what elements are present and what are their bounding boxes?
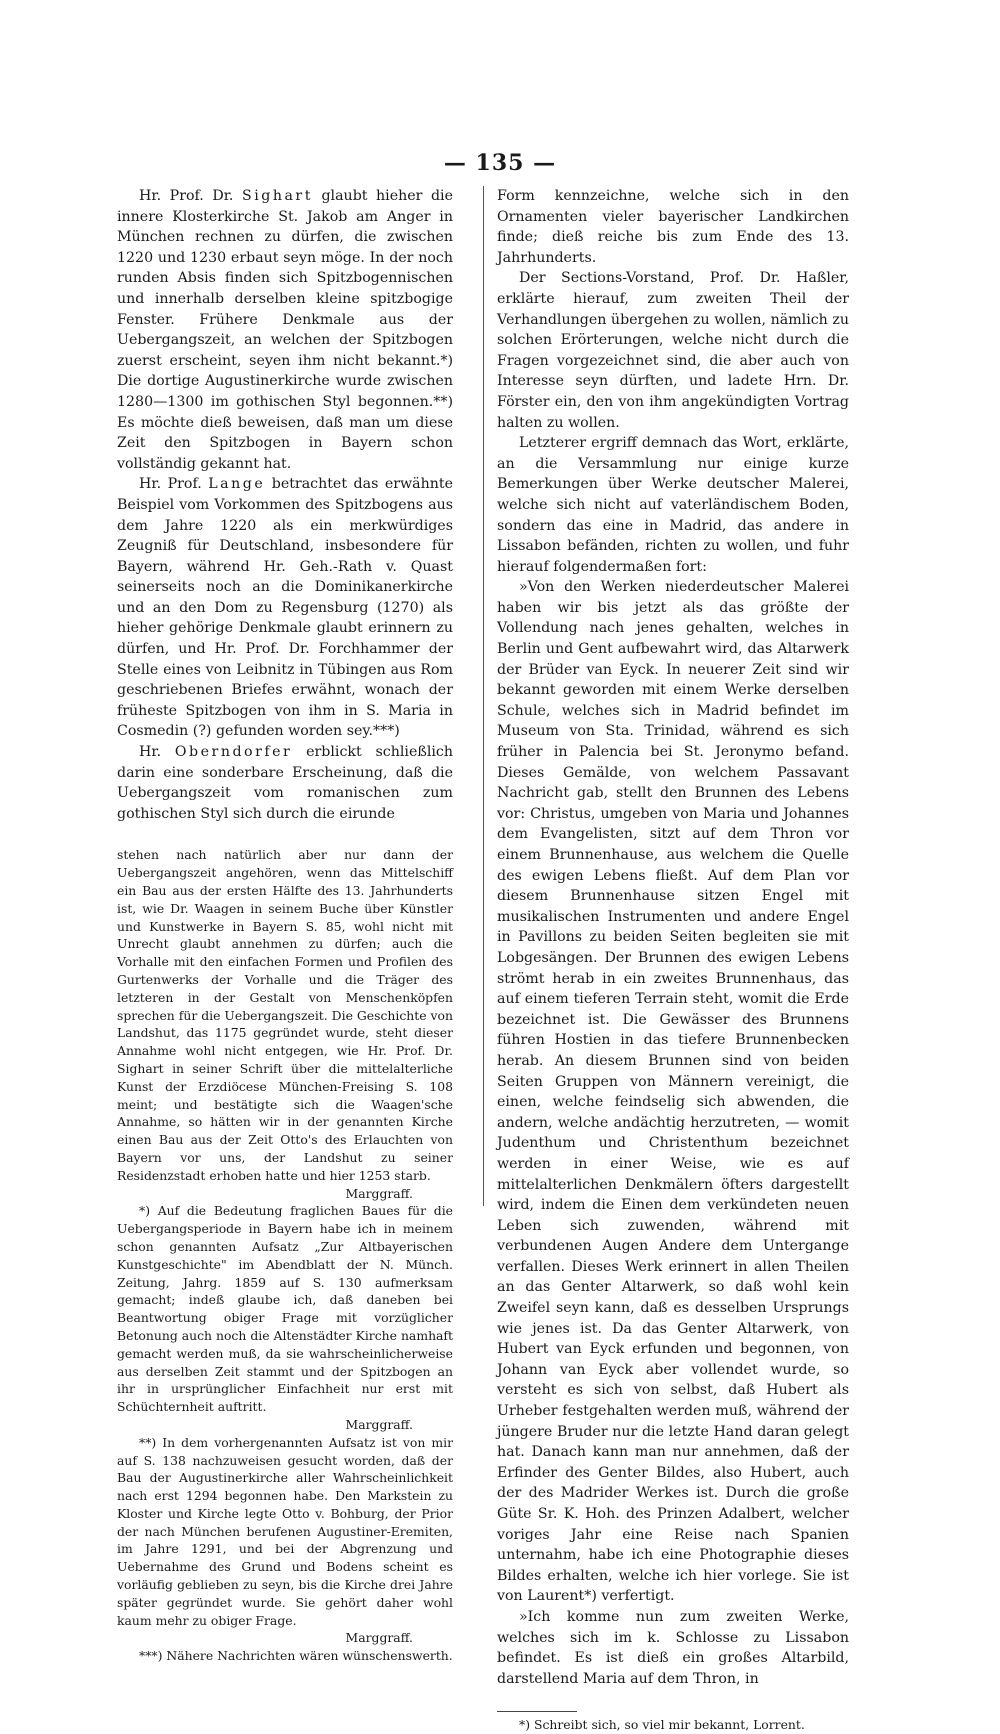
- paragraph-text: Hr.: [139, 744, 175, 761]
- footnote: [117, 846, 453, 1202]
- footnote-text: **) In dem vorhergenannten Aufsatz ist von mir auf S. 138 nachzuweisen gesucht worden, daß der Bau der Augustinerkirche aller Wahrscheinlichkeit nach erst 1294 begonnen habe. Den Markstein zu Kloster und Kirche legte Otto v. Bohburg, der Prior der nach München berufenen Augustiner-Eremiten, im Jahre 1291, und bei der Abgrenzung und Uebernahme des Grund und Bodens scheint es vorläufig geblieben zu seyn, bis die Kirche drei Jahre später gegründet wurde. Sie gehört daher wohl kaum mehr zu obiger Frage.: [117, 1434, 453, 1628]
- footnote-rule: [497, 1711, 577, 1712]
- page-number: — 135 —: [443, 150, 557, 176]
- paragraph: [117, 186, 453, 474]
- footnote-text: ***) Nähere Nachrichten wären wünschenswerth.: [139, 1648, 453, 1664]
- paragraph: [117, 474, 453, 742]
- footnote: [117, 1647, 453, 1665]
- footnotes-left: [117, 846, 453, 1665]
- paragraph-text: betrachtet das erwähnte Beispiel vom Vorkommen des Spitzbogens aus dem Jahre 1220 als ein merkwürdiges Zeugniß für Deutschland, insbesondere für Bayern, während Hr. Geh.-Rath v. Quast seinerseits noch an die Dominikanerkirche und an den Dom zu Regensburg (1270) als hieher gehörige Denkmale glaubt erinnern zu dürfen, und Hr. Prof. Dr. Forchhammer der Stelle eines von Leibnitz in Tübingen aus Rom geschriebenen Briefes erwähnt, wonach der früheste Spitzbogen von ihm in S. Maria in Cosmedin (?) gefunden worden sey.***): [117, 476, 454, 740]
- right-column: [497, 186, 849, 1734]
- paragraph-text: glaubt hieher die innere Klosterkirche St. Jakob am Anger in München rechnen zu dürfen, die zwischen 1220 und 1230 erbaut seyn möge. In der noch runden Absis finden sich Spitzbogennischen und innerhalb derselben kleine spitzbogige Fenster. Frühere Denkmale aus der Uebergangszeit, an welchen der Spitzbogen zuerst erscheint, seyen ihm nicht bekannt.*) Die dortige Augustinerkirche wurde zwischen 1280—1300 im gothischen Styl begonnen.**) Es möchte dieß beweisen, daß man um diese Zeit den Spitzbogen in Bayern schon vollständig gekannt hat.: [117, 188, 453, 472]
- paragraph: Form kennzeichne, welche sich in den Ornamenten vieler bayerischer Landkirchen finde; dieß reiche bis zum Ende des 13. Jahrhunderts.: [497, 188, 849, 266]
- footnote-text: *) Auf die Bedeutung fraglichen Baues für die Uebergangsperiode in Bayern habe ich in meinem schon genannten Aufsatz „Zur Altbayerischen Kunstgeschichte" im Abendblatt der N. Münch. Zeitung, Jahrg. 1859 auf S. 130 aufmerksam gemacht; indeß glaube ich, daß daneben bei Beantwortung obiger Frage mit vorzüglicher Betonung auch noch die Altenstädter Kirche namhaft gemacht werden muß, da sie wahrscheinlicherweise aus derselben Zeit stammt und der Spitzbogen an ihr in ursprünglicher Einfachheit nur erst mit Schüchternheit auftritt.: [117, 1203, 453, 1415]
- speaker-name: Sighart: [242, 188, 313, 204]
- paragraph-text: Hr. Prof.: [139, 476, 209, 493]
- paragraph-text: Hr. Prof. Dr.: [139, 188, 242, 204]
- left-column: [117, 186, 453, 1665]
- paragraph: [117, 742, 453, 824]
- footnote-signature: Marggraff.: [345, 1416, 413, 1432]
- footnote: [117, 1202, 453, 1433]
- paragraph: »Von den Werken niederdeutscher Malerei haben wir bis jetzt als das größte der Vollendung nach jenes gehalten, welches in Berlin und Gent aufbewahrt wird, das Altarwerk der Brüder van Eyck. In neuerer Zeit sind wir bekannt geworden mit einem Werke derselben Schule, welches sich in Madrid befindet im Museum von Sta. Trinidad, während es sich früher in Palencia bei St. Jeronymo befand. Dieses Gemälde, von welchem Passavant Nachricht gab, stellt den Brunnen des Lebens vor: Christus, umgeben von Maria und Johannes dem Evangelisten, sitzt auf dem Thron vor einem Brunnenhause, aus welchem die Quelle des ewigen Lebens fließt. Auf dem Plan vor diesem Brunnenhause sitzen Engel mit musikalischen Instrumenten und andere Engel in Pavillons zu beiden Seiten begleiten sie mit Lobgesängen. Der Brunnen des ewigen Lebens strömt herab in ein zweites Brunnenhaus, das auf einem tieferen Terrain steht, womit die Erde bezeichnet ist. Die Gewässer des Brunnens führen Hostien in das tiefere Brunnenbecken herab. An diesem Brunnen sind von beiden Seiten Gruppen von Männern vereinigt, die einen, welche feindselig sich abwenden, die andern, welche andächtig herzutreten, — womit Judenthum und Christenthum bezeichnet werden in einer Weise, wie es auf mittelalterlichen Denkmälern öfters dargestellt wird, indem die Einen dem verkündeten neuen Leben sich zuwenden, während mit verbundenen Augen Andere dem Untergange verfallen. Dieses Werk erinnert in allen Theilen an das Genter Altarwerk, so daß wohl kein Zweifel seyn kann, daß es desselben Ursprungs wie jenes ist. Da das Genter Altarwerk, von Hubert van Eyck erfunden und begonnen, von Johann van Eyck aber vollendet wurde, so versteht es sich von selbst, daß Hubert als Urheber festgehalten werden muß, während der jüngere Bruder nur die letzte Hand daran gelegt hat. Danach kann man nur annehmen, daß der Erfinder des Genter Bildes, also Hubert, auch der des Madrider Werkes ist. Durch die große Güte Sr. K. Hoh. des Prinzen Adalbert, welcher voriges Jahr eine Reise nach Spanien unternahm, habe ich eine Photographie dieses Bildes erhalten, welche ich hier vorlege. Sie ist von Laurent*) verfertigt.: [497, 579, 849, 1605]
- footnote: [117, 1434, 453, 1648]
- footnote-signature: Marggraff.: [345, 1185, 413, 1201]
- paragraph: »Ich komme nun zum zweiten Werke, welches sich im k. Schlosse zu Lissabon befindet. Es ist dieß ein großes Altarbild, darstellend Maria auf dem Thron, in: [497, 1608, 849, 1687]
- paragraph: Letzterer ergriff demnach das Wort, erklärte, an die Versammlung nur einige kurze Bemerkungen über Werke deutscher Malerei, welche sich nicht auf vaterländischem Boden, sondern das eine in Madrid, das andere in Lissabon befänden, richten zu wollen, und fuhr hierauf folgendermaßen fort:: [497, 435, 849, 575]
- speaker-name: Lange: [208, 476, 266, 493]
- paragraph-text: erblickt schließlich darin eine sonderbare Erscheinung, daß die Uebergangszeit vom romanischen zum gothischen Styl sich durch die eirunde: [117, 744, 453, 822]
- footnote-text: stehen nach natürlich aber nur dann der Uebergangszeit angehören, wenn das Mittelschiff ein Bau aus der ersten Hälfte des 13. Jahrhunderts ist, wie Dr. Waagen in seinem Buche über Künstler und Kunstwerke in Bayern S. 85, wohl nicht mit Unrecht glaubt annehmen zu dürfen; auch die Vorhalle mit den einfachen Formen und Profilen des Gurtenwerks der Vorhalle und die Träger des letzteren in der Gestalt von Menschenköpfen sprechen für die Uebergangszeit. Die Geschichte von Landshut, das 1175 gegründet wurde, steht dieser Annahme wohl nicht entgegen, wie Hr. Prof. Dr. Sighart in seiner Schrift über die mittelalterliche Kunst der Erzdiöcese München-Freising S. 108 meint; und bestätigte sich die Waagen'sche Annahme, so hätten wir in der genannten Kirche einen Bau aus der Zeit Otto's des Erlauchten von Bayern vor uns, der Landshut zu seiner Residenzstadt erhoben hatte und hier 1253 starb.: [117, 847, 453, 1183]
- footnote-signature: Marggraff.: [345, 1630, 413, 1646]
- speaker-name: Oberndorfer: [174, 744, 293, 761]
- column-divider: [483, 186, 484, 1206]
- footnote: *) Schreibt sich, so viel mir bekannt, Lorrent.: [519, 1717, 805, 1733]
- paragraph: Der Sections-Vorstand, Prof. Dr. Haßler, erklärte hierauf, zum zweiten Theil der Verhandlungen übergehen zu wollen, nämlich zu solchen Erörterungen, welche nicht durch die Fragen vorgezeichnet sind, die aber auch von Interesse seyn dürften, und ladete Hrn. Dr. Förster ein, den von ihm angekündigten Vortrag halten zu wollen.: [497, 270, 849, 431]
- footnotes-right: [497, 1711, 849, 1734]
